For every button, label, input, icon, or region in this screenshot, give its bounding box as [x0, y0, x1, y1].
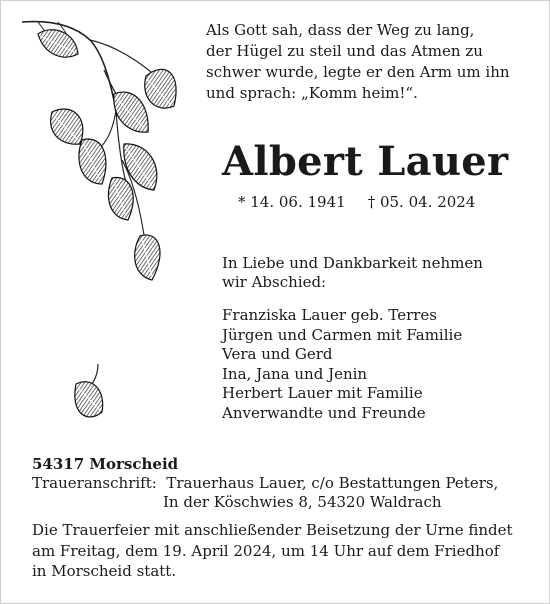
- farewell-intro: [222, 254, 483, 292]
- life-dates: [238, 192, 475, 212]
- mourning-address-line: Traueranschrift: Trauerhaus Lauer, c/o Bestattungen Peters,: [32, 474, 499, 492]
- poem-line: Als Gott sah, dass der Weg zu lang,: [206, 21, 475, 39]
- mourners-list: [222, 306, 462, 424]
- ceremony-info: [32, 520, 513, 582]
- birth-date: * 14. 06. 1941: [238, 193, 346, 211]
- place-heading: 54317 Morscheid: [32, 455, 179, 473]
- mourner: Jürgen und Carmen mit Familie: [222, 325, 463, 344]
- falling-leaf-icon: [62, 362, 112, 432]
- mourner: Anverwandte und Freunde: [222, 403, 426, 422]
- poem-line: schwer wurde, legte er den Arm um ihn: [206, 63, 510, 81]
- mourning-address-line: In der Köschwies 8, 54320 Waldrach: [163, 493, 442, 511]
- ceremony-line: am Freitag, dem 19. April 2024, um 14 Uhr auf dem Friedhof: [32, 541, 500, 560]
- birch-branch-icon: [18, 10, 188, 300]
- deceased-name: Albert Lauer: [222, 138, 509, 185]
- ceremony-line: Die Trauerfeier mit anschließender Beisetzung der Urne findet: [32, 521, 513, 539]
- poem-line: der Hügel zu steil und das Atmen zu: [206, 42, 483, 60]
- poem-line: und sprach: „Komm heim!“.: [206, 84, 418, 102]
- death-date: † 05. 04. 2024: [367, 193, 476, 211]
- mourner: Herbert Lauer mit Familie: [222, 384, 423, 403]
- intro-line: wir Abschied:: [222, 273, 327, 291]
- ceremony-line: in Morscheid statt.: [32, 562, 177, 580]
- poem: [206, 20, 510, 104]
- mourner: Franziska Lauer geb. Terres: [222, 306, 438, 324]
- intro-line: In Liebe und Dankbarkeit nehmen: [222, 254, 483, 272]
- mourner: Ina, Jana und Jenin: [222, 364, 368, 383]
- mourner: Vera und Gerd: [222, 345, 333, 364]
